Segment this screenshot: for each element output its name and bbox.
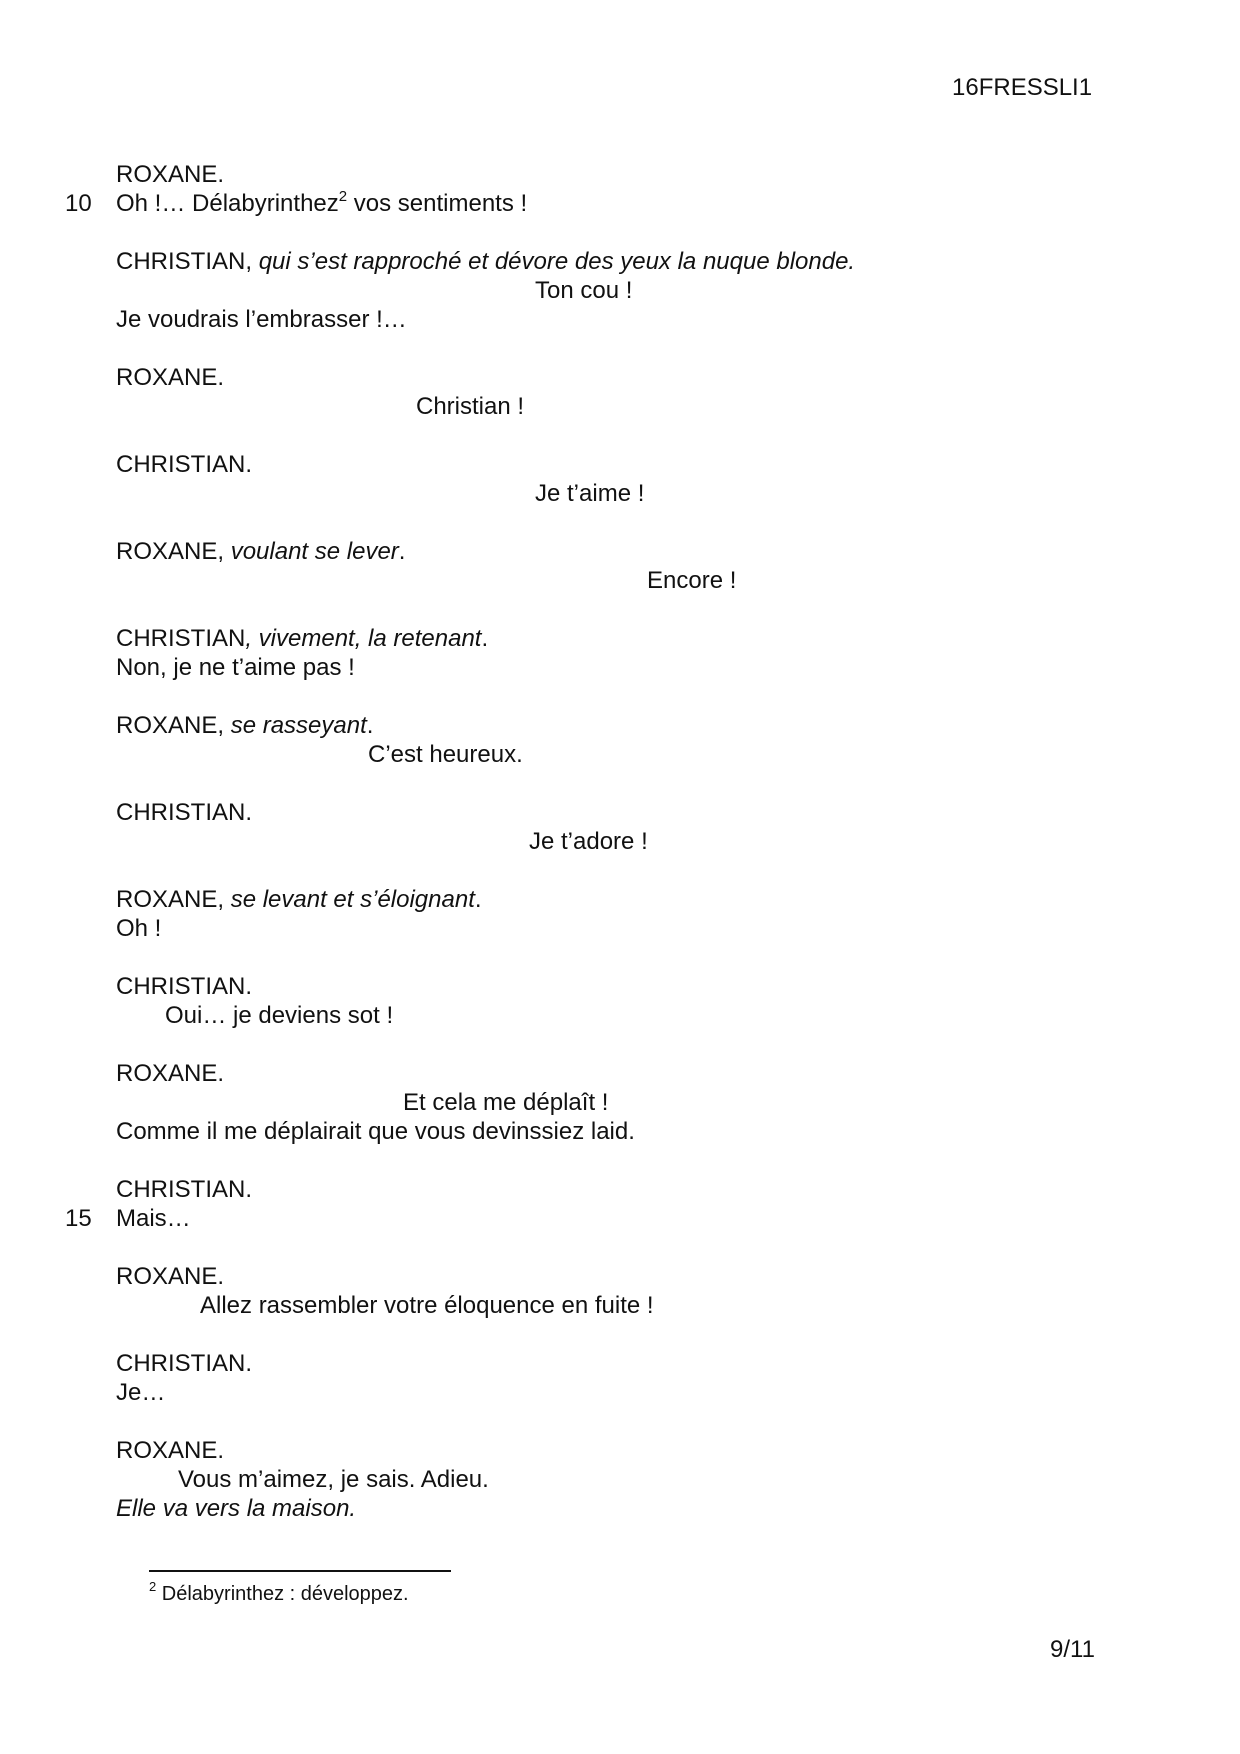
verse-line: [116, 189, 527, 218]
speaker-line: CHRISTIAN.: [116, 451, 253, 478]
stage-direction: se rasseyant: [230, 712, 367, 739]
footnote-reference: 2: [338, 188, 348, 205]
verse-line: Oh !: [116, 915, 162, 942]
speaker-name: ROXANE,: [116, 538, 231, 565]
verse-line: Christian !: [416, 393, 525, 420]
verse-line: Je voudrais l’embrasser !…: [116, 306, 407, 333]
stage-direction: se levant et s’éloignant: [230, 886, 475, 913]
footnote-divider: [149, 1570, 451, 1572]
stage-direction: , vivement, la retenant: [245, 625, 482, 652]
speaker-line: ROXANE.: [116, 1060, 225, 1087]
line-number: 10: [65, 190, 92, 217]
document-code: 16FRESSLI1: [952, 74, 1093, 101]
verse-line: Ton cou !: [535, 277, 633, 304]
speaker-line: [116, 247, 855, 276]
speaker-name: ROXANE,: [116, 712, 231, 739]
speaker-name: ROXANE,: [116, 886, 231, 913]
verse-text: Oh !… Délabyrinthez: [116, 190, 339, 217]
speaker-line: ROXANE.: [116, 161, 225, 188]
verse-line: Je t’adore !: [529, 828, 648, 855]
speaker-name: CHRISTIAN,: [116, 248, 259, 275]
verse-text: vos sentiments !: [347, 190, 528, 217]
punctuation: .: [474, 886, 482, 913]
verse-line: Allez rassembler votre éloquence en fuite !: [200, 1292, 654, 1319]
footnote-text: Délabyrinthez : développez.: [156, 1583, 409, 1605]
verse-line: Vous m’aimez, je sais. Adieu.: [178, 1466, 489, 1493]
speaker-line: [116, 537, 405, 566]
speaker-line: CHRISTIAN.: [116, 1176, 253, 1203]
speaker-line: [116, 711, 373, 740]
speaker-line: ROXANE.: [116, 364, 225, 391]
punctuation: .: [398, 538, 406, 565]
stage-direction: qui s’est rapproché et dévore des yeux la nuque blonde.: [258, 248, 856, 275]
speaker-line: [116, 624, 488, 653]
line-number: 15: [65, 1205, 92, 1232]
verse-line: Non, je ne t’aime pas !: [116, 654, 355, 681]
speaker-line: CHRISTIAN.: [116, 799, 253, 826]
verse-line: Je…: [116, 1379, 166, 1406]
verse-line: Je t’aime !: [535, 480, 645, 507]
verse-line: Comme il me déplairait que vous devinssiez laid.: [116, 1118, 635, 1145]
speaker-line: CHRISTIAN.: [116, 1350, 253, 1377]
speaker-line: ROXANE.: [116, 1437, 225, 1464]
verse-line: Oui… je deviens sot !: [165, 1002, 394, 1029]
footnote: [149, 1579, 409, 1606]
stage-direction: Elle va vers la maison.: [116, 1495, 357, 1522]
page-number: 9/11: [1050, 1636, 1095, 1663]
footnote-mark: 2: [149, 1579, 157, 1594]
speaker-line: ROXANE.: [116, 1263, 225, 1290]
verse-line: Et cela me déplaît !: [403, 1089, 609, 1116]
punctuation: .: [366, 712, 374, 739]
verse-line: Encore !: [647, 567, 737, 594]
verse-line: Mais…: [116, 1205, 191, 1232]
speaker-line: CHRISTIAN.: [116, 973, 253, 1000]
speaker-name: CHRISTIAN: [116, 625, 246, 652]
verse-line: C’est heureux.: [368, 741, 523, 768]
speaker-line: [116, 885, 482, 914]
punctuation: .: [481, 625, 489, 652]
stage-direction: voulant se lever: [230, 538, 399, 565]
